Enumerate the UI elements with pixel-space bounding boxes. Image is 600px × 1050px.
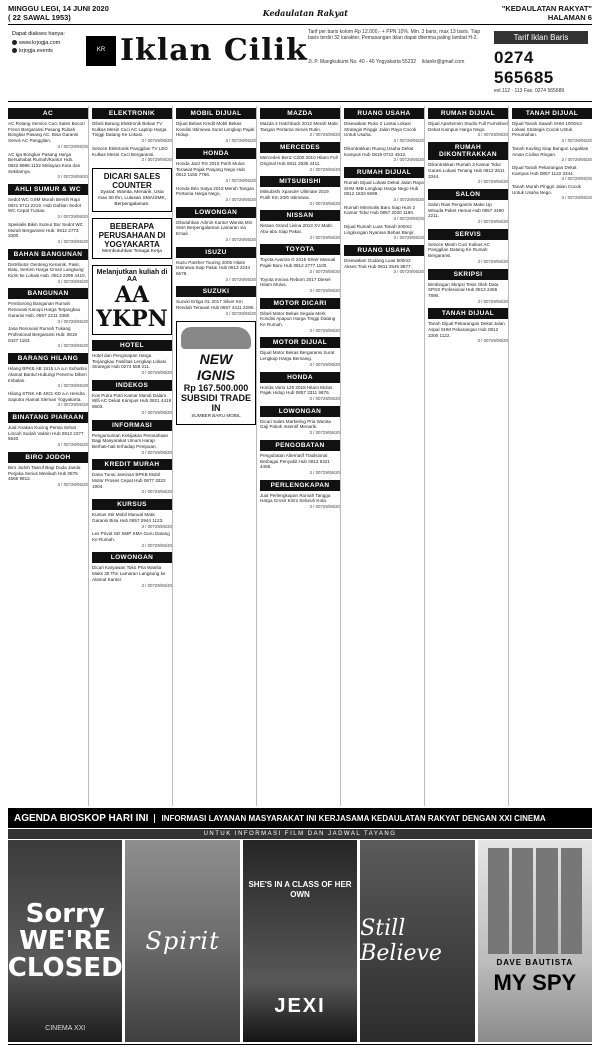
section-header: MERCEDES (260, 142, 340, 153)
tarif-label: Tarif Iklan Baris (494, 31, 588, 44)
poster-spirit[interactable] (125, 840, 239, 1042)
ad-code: 3 / 00729/06/20 (561, 157, 592, 163)
classified-ad (176, 186, 256, 203)
column-1 (8, 106, 89, 806)
ad-code: 3 / 00729/06/20 (309, 287, 340, 293)
classified-ad (260, 155, 340, 172)
page-topbar (8, 4, 592, 22)
classified-ad (260, 419, 340, 436)
classified-ad (8, 152, 88, 181)
movie-posters (8, 840, 592, 1042)
ad-code: 3 / 00729/06/20 (309, 234, 340, 240)
ad-text: Jual Perlengkapan Rumah Tangga Harga Grosir Kirim Seluruh Kota. (260, 492, 331, 504)
classified-ad (92, 121, 172, 144)
date-line: MINGGU LEGI, 14 JUNI 2020 (8, 4, 109, 13)
ignis-subsidy: SUBSIDI TRADE IN (180, 393, 251, 414)
section-header: SALON (428, 189, 508, 200)
ad-code: 3 / 00729/06/20 (57, 143, 88, 149)
ad-text: Toyota Avanza G 2015 Silver Manual Pajak Baru Hub 0812 2777 1100. (260, 257, 336, 269)
classified-ad (176, 121, 256, 144)
classified-ad (428, 242, 508, 265)
ad-text: AC Rutang Service Cuci Sales Bocor/ Freon Bergaransi Pasang Rubah Bongkar Pasang AC. Bisa Garansi Servis AC Panggilan. (8, 121, 85, 144)
ad-text: Suzuki Ertiga GL 2017 Silver Km Rendah Terawat Hub 0857 4411 2290. (176, 299, 255, 311)
ad-text: Kos Putra Putri Kamar Mandi Dalam Wifi AC Dekat Kampus Hub 0821 4419 6603. (92, 392, 172, 410)
classified-ad (176, 260, 256, 283)
ad-code: 3 / 00729/06/20 (225, 138, 256, 144)
section-header: SERVIS (428, 229, 508, 240)
ad-code: 3 / 00729/06/20 (393, 235, 424, 241)
section-header: PERLENGKAPAN (260, 480, 340, 491)
poster-jexi[interactable] (243, 840, 357, 1042)
section-header: BANGUNAN (8, 288, 88, 299)
promo-label: Dapat diakses hanya: (12, 31, 65, 37)
ignis-title: NEW IGNIS (196, 351, 236, 384)
classified-ad (8, 222, 88, 245)
classified-columns (8, 106, 592, 806)
ad-code: 3 / 00729/06/20 (57, 174, 88, 180)
ad-text: Mercedes Benz C200 2010 Hitam Full Original Hub 0811 2938 4411. (260, 155, 338, 166)
classified-ad (512, 146, 592, 163)
ykpn-logo: AA YKPN (96, 281, 168, 332)
ad-code: 3 / 00729/06/20 (561, 195, 592, 201)
ad-code: 3 / 00729/06/20 (57, 442, 88, 448)
section-header: BARANG HILANG (8, 353, 88, 364)
ad-text: Jasa Renovasi Rumah Tukang Profesional Bergaransi Hub: 0819 0427 1183. (8, 326, 77, 343)
agenda-banner (8, 808, 592, 828)
section-header: INFORMASI (92, 420, 172, 431)
ad-code: 3 / 00729/06/20 (141, 542, 172, 548)
page-number: HALAMAN 6 (547, 13, 592, 22)
box-ad-title: BEBERAPA PERUSAHAAN DI YOGYAKARTA (98, 221, 166, 249)
ad-code: 3 / 00729/06/20 (393, 138, 424, 144)
section-header: MOBIL DIJUAL (176, 108, 256, 119)
ad-text: Service Mesin Cuci Kulkas AC Panggilan Datang Ke Rumah Bergaransi. (428, 241, 490, 259)
classified-ad (92, 531, 172, 548)
ad-text: Tanah Dijual Pekarangan Dekat Jalan Aspal SHM Pekarangan Hub 0812 3300 1122. (428, 321, 505, 338)
ad-code: 3 / 00729/06/20 (225, 310, 256, 316)
poster-5-actor: DAVE BAUTISTA (496, 958, 574, 967)
ad-text: Dicari Sales Marketing Pria Wanita Gaji Pokok Insentif Menarik. (260, 418, 331, 430)
kr-logo: KR (86, 36, 116, 66)
classified-ad (8, 301, 88, 324)
box-ad-body: Syarat: Wanita, Menarik, Usia max 30 thn, Lulusan SMA/SMK, Berpengalaman. (98, 189, 166, 207)
column-6 (428, 106, 509, 806)
ad-text: Dijual Bebas Kredit Mobil Bekas Kondisi Istimewa Surat Lengkap Pajak Hidup. (176, 121, 255, 138)
classified-ad (260, 257, 340, 274)
footer-rule (8, 1044, 592, 1045)
ad-code: 3 / 00729/06/20 (309, 166, 340, 172)
ad-code: 3 / 00729/06/20 (477, 132, 508, 138)
ad-text: Honda Brio Satya 2018 Merah Tangan Pertama Harga Nego. (176, 185, 255, 197)
issue-date (8, 4, 109, 22)
ad-text: Pemborong Bangunan Rumah Renovasi Kanopi Harga Terjangkau Garansi Hub. 0857 2211 3380. (8, 301, 81, 318)
poster-my-spy[interactable] (478, 840, 592, 1042)
ykpn-top: Melanjutkan kuliah di AA (96, 268, 168, 283)
section-header: NISSAN (260, 210, 340, 221)
classified-ad (176, 299, 256, 316)
classified-ad (344, 205, 424, 222)
ad-text: Dijual Apartemen Studio Full Furnished Dekat Kampus Harga Nego. (428, 121, 508, 132)
ad-code: 3 / 00729/06/20 (141, 157, 172, 163)
classified-ad (92, 393, 172, 416)
poster-3-title: JEXI (274, 995, 326, 1017)
ad-text: Dibeli Barang Elektronik Bekas TV Kulkas Mesin Cuci AC Laptop Harga Tinggi Datang Ke Lokasi. (92, 121, 167, 138)
section-header: MAZDA (260, 108, 340, 119)
classified-ad (8, 391, 88, 408)
ad-code: 3 / 00729/06/20 (141, 409, 172, 415)
ad-code: 3 / 00729/06/20 (141, 138, 172, 144)
poster-2-title: Spirit (145, 927, 220, 955)
classified-ad (260, 493, 340, 510)
classified-ad (428, 202, 508, 225)
ad-code: 3 / 00729/06/20 (309, 200, 340, 206)
section-header: TANAH DIJUAL (428, 308, 508, 319)
ad-text: Salon Rias Pengantin Make Up Wisuda Paket Hemat Hub 0857 4490 2211. (428, 201, 504, 219)
perusahaan-box-ad (92, 218, 172, 259)
classified-ad (260, 277, 340, 294)
ad-text: Sedot WC 0,8M Murah Bersih Rapi 0821 5711 2219. Hub Dahlan Sedot WC Cepat Tuntas. (8, 197, 81, 214)
poster-1-title: Sorry WE'RE CLOSED (8, 898, 123, 983)
classified-ad (260, 189, 340, 206)
classified-ad (512, 165, 592, 182)
classified-ad (344, 146, 424, 163)
section-header: INDEKOS (92, 380, 172, 391)
tarif-box (494, 31, 588, 93)
iklan-cilik-title: Iklan Cilik (120, 33, 308, 68)
section-header: HOTEL (92, 340, 172, 351)
phone-number[interactable]: 0274 565685 (494, 48, 554, 87)
agenda-title: AGENDA BIOSKOP HARI INI (14, 812, 149, 824)
classified-ad (428, 321, 508, 344)
ad-code: 3 / 00729/06/20 (309, 469, 340, 475)
ad-text: Mitsubishi Xpander Ultimate 2019 Putih Km 20rb Istimewa. (260, 189, 329, 200)
agenda-subline: UNTUK INFORMASI FILM DAN JADWAL TAYANG (8, 829, 592, 839)
promo-site-2[interactable]: krjogja.events (12, 48, 82, 54)
classified-ad (428, 121, 508, 138)
section-header: RUMAH DIKONTRAKKAN (428, 142, 508, 160)
classified-ad (512, 184, 592, 201)
section-header: LOWONGAN (92, 552, 172, 563)
section-header: BINATANG PIARAAN (8, 412, 88, 423)
classified-ad (8, 262, 88, 285)
section-header: SKRIPSI (428, 269, 508, 280)
tariff-text: Tarif per baris kolom Rp 12.000,- + PPN 10%. Min. 3 baris, max 13 baris. Tiap baris terdiri 32 karakter. Pemasangan iklan dapat diterima paling lambat H-2. (308, 29, 481, 41)
ad-text: Dijual Tanah Sawah SHM 1000m2 Lokasi Strategis Cocok Untuk Perumahan. (512, 121, 582, 138)
ad-code: 3 / 00729/06/20 (309, 268, 340, 274)
section-header: MOTOR DICARI (260, 298, 340, 309)
ad-text: Dibutuhkan Admin Kantor Wanita Min SMA Berpengalaman Lamaran via Email. (176, 219, 253, 237)
ad-code: 3 / 00729/06/20 (309, 395, 340, 401)
globe-icon (12, 40, 17, 45)
ad-code: 3 / 00729/06/20 (309, 327, 340, 333)
classified-ad (8, 121, 88, 150)
paper-logo: Kedaulatan Rakyat (262, 8, 348, 18)
classified-ad (176, 161, 256, 184)
classified-ad (8, 197, 88, 220)
promo-site-1[interactable]: www.krjogja.com (12, 40, 82, 46)
ad-code: 3 / 00729/06/20 (57, 238, 88, 244)
ad-code: 3 / 00729/06/20 (57, 343, 88, 349)
ignis-price: Rp 167.500.000 (183, 383, 249, 394)
section-header: BIRO JODOH (8, 452, 88, 463)
section-header: HONDA (176, 148, 256, 159)
classified-ad (344, 121, 424, 144)
classified-ad (260, 223, 340, 240)
agenda-info: INFORMASI LAYANAN MASYARAKAT INI KERJASAMA KEDAULATAN RAKYAT DENGAN XXI CINEMA (154, 814, 551, 823)
ad-text: Service Elektronik Panggilan TV LED Kulkas Mesin Cuci Bergaransi. (92, 145, 168, 157)
ad-code: 3 / 00729/06/20 (141, 370, 172, 376)
promo-block (12, 31, 82, 54)
ad-text: Bimbingan Skripsi Tesis Olah Data SPSS Profesional Hub 0813 2456 7890. (428, 281, 499, 298)
ad-code: 3 / 00729/06/20 (141, 582, 172, 588)
ad-code: 3 / 00729/06/20 (309, 504, 340, 510)
ad-code: 3 / 00729/06/20 (225, 276, 256, 282)
ad-text: Tanah Kavling Siap Bangun Legalitas Aman Cicilan Ringan. (512, 145, 589, 157)
ad-text: Hilang BPKB AB 1515 LA a.n Suhartini Alamat Bantul Hubungi Penemu Diberi Imbalan. (8, 366, 87, 383)
classified-ad (344, 180, 424, 203)
paper-name: "KEDAULATAN RAKYAT" (501, 4, 592, 13)
car-image (181, 327, 251, 349)
ad-code: 3 / 00729/06/20 (225, 236, 256, 242)
section-header: SUZUKI (176, 286, 256, 297)
column-5 (344, 106, 425, 806)
ad-text: Dana Tunai Jaminan BPKB Mobil Motor Proses Cepat Hub 0877 3322 1904. (92, 472, 166, 489)
office-address: Jl. P. Mangkubumi No. 40 - 46 Yogyakarta 55232 (308, 59, 417, 65)
ad-text: Dijual Tanah Pekarangan Dekat Kampus Hub 0857 1122 3344. (512, 164, 577, 176)
section-header: KREDIT MURAH (92, 459, 172, 470)
date-hijri-line: ( 22 SAWAL 1953) (8, 13, 71, 22)
classified-ad (8, 425, 88, 448)
ad-code: 3 / 00729/06/20 (309, 361, 340, 367)
classified-ad (344, 258, 424, 275)
classified-ad (260, 453, 340, 476)
classified-ad (92, 472, 172, 495)
ad-code: 3 / 00729/06/20 (57, 383, 88, 389)
section-header: KURSUS (92, 499, 172, 510)
classified-ad (176, 220, 256, 243)
ad-text: Rumah Minimalis Baru Siap Huni 2 Kamar Tidur Hub 0857 2020 1190. (344, 204, 416, 216)
ad-text: AC Iga Bongkar Pasang Harga Bersahabat Rumah/Kantor Hub. 0822.9988.1122 Melayani Kota dan Sekitarnya. (8, 151, 81, 174)
ad-text: Spesialis Bikin Sumur Bor Sedot WC Murah Bergaransi Hub: 0812 2773 3300. (8, 221, 84, 239)
office-email[interactable]: iklankr@gmail.com (422, 59, 465, 65)
ad-code: 3 / 00729/06/20 (477, 338, 508, 344)
section-header: MOTOR DIJUAL (260, 337, 340, 348)
classified-ad (8, 366, 88, 389)
ad-code: 3 / 00729/06/20 (561, 176, 592, 182)
contact-block (308, 59, 508, 66)
ad-text: Mazda 2 Hatchback 2012 Merah Matic Tangan Pertama Servis Rutin. (260, 121, 339, 132)
column-2 (92, 106, 173, 806)
classified-ad (92, 353, 172, 376)
classified-ad (260, 385, 340, 402)
section-header: RUMAH DIJUAL (428, 108, 508, 119)
ad-text: Isuzu Panther Touring 2005 Hitam Istimewa Siap Pakai Hub 0813 2244 6678. (176, 259, 251, 276)
column-7 (512, 106, 592, 806)
classified-ad (260, 350, 340, 367)
box-ad-body: Membutuhkan Tenaga Kerja (102, 248, 162, 254)
ad-code: 3 / 00729/06/20 (141, 523, 172, 529)
ad-code: 3 / 00729/06/20 (57, 318, 88, 324)
ad-code: 3 / 00729/06/20 (309, 430, 340, 436)
poster-5-art (488, 848, 582, 954)
classified-ad (92, 433, 172, 456)
classified-ad (260, 311, 340, 334)
ad-code: 3 / 00729/06/20 (57, 278, 88, 284)
ad-text: Distributor Genteng Keramik, Pasir, Batu, Semen Harga Grosir Langsung Kirim ke Lokasi Hub. 0813 2299 4410. (8, 261, 86, 279)
section-header: AHLI SUMUR & WC (8, 184, 88, 195)
ad-text: Dikontrakkan Rumah 3 Kamar Tidur Garasi Lokasi Tenang Hub 0812 2611 3344. (428, 162, 505, 179)
section-header: RUANG USAHA (344, 108, 424, 119)
ad-text: Nissan Grand Livina 2013 XV Matic Abu-abu Siap Pakai. (260, 223, 333, 235)
column-3 (176, 106, 257, 806)
ignis-ad (176, 321, 256, 425)
ad-code: 3 / 00729/06/20 (477, 298, 508, 304)
ad-code: 3 / 00729/06/20 (141, 489, 172, 495)
classified-ad (92, 512, 172, 529)
ad-text: Hotel dan Penginapan Harga Terjangkau Fasilitas Lengkap Lokasi Strategis Hub 0274 558 211. (92, 352, 167, 370)
classified-ad (344, 224, 424, 241)
section-header: LOWONGAN (176, 207, 256, 218)
section-header: PENGOBATAN (260, 440, 340, 451)
ad-code: 3 / 00729/06/20 (225, 177, 256, 183)
column-4 (260, 106, 341, 806)
section-header: BAHAN BANGUNAN (8, 249, 88, 260)
section-header: MITSUBISHI (260, 176, 340, 187)
section-header: LOWONGAN (260, 406, 340, 417)
poster-1-note: CINEMA XXI (45, 1025, 86, 1032)
ad-code: 3 / 00729/06/20 (57, 481, 88, 487)
ad-code: 3 / 00729/06/20 (225, 197, 256, 203)
ad-text: Disewakan Ruko 2 Lantai Lokasi Strategis Pinggir Jalan Raya Cocok Untuk Usaha. (344, 121, 417, 138)
classified-ad (512, 121, 592, 144)
ad-code: 3 / 00729/06/20 (393, 197, 424, 203)
ad-code: 3 / 00729/06/20 (57, 402, 88, 408)
classified-ad (92, 146, 172, 163)
globe-icon (12, 48, 17, 53)
ad-text: Kursus Stir Mobil Manual Matic Garansi Bisa Hub 0857 2944 1123. (92, 512, 164, 523)
classified-ad (8, 465, 88, 488)
ad-code: 3 / 00729/06/20 (393, 157, 424, 163)
ad-text: Toyota Innova Reborn 2017 Diesel Hitam Mulus. (260, 276, 331, 288)
classified-masthead (8, 24, 592, 102)
poster-still-believe[interactable] (360, 840, 474, 1042)
section-header: AC (8, 108, 88, 119)
poster-4-title: Still Believe (360, 916, 442, 966)
ad-text: Dibeli Motor Bekas Segala Merk Kondisi Apapun Harga Tinggi Datang Ke Rumah. (260, 310, 336, 328)
ad-text: Dicari Karyawan Toko Pria Wanita Maks 30 Thn Lamaran Langsung ke Alamat Kantor. (92, 565, 166, 582)
ad-code: 3 / 00729/06/20 (309, 132, 340, 138)
ykpn-ad (92, 265, 172, 335)
page-info (502, 4, 592, 22)
classified-ad (428, 282, 508, 305)
ad-text: Tanah Murah Pinggir Jalan Cocok Untuk Usaha Nego. (512, 184, 581, 195)
section-header: RUMAH DIJUAL (344, 167, 424, 178)
poster-sorry-closed[interactable] (8, 840, 122, 1042)
ad-code: 3 / 00729/06/20 (561, 138, 592, 144)
ad-code: 3 / 00729/06/20 (141, 449, 172, 455)
ad-text: Les Privat SD SMP SMA Guru Datang Ke Rumah. (92, 531, 170, 542)
classified-ad (8, 326, 88, 349)
ad-text: Dijual Rumah Luas Tanah 200m2 Lingkungan Nyaman Bebas Banjir. (344, 223, 415, 235)
section-header: TANAH DIJUAL (512, 108, 592, 119)
classified-ad (428, 162, 508, 185)
lowongan-box-ad (92, 168, 172, 212)
section-title (86, 33, 308, 68)
poster-5-title: MY SPY (493, 970, 577, 995)
poster-3-tagline: SHE'S IN A CLASS OF HER OWN (248, 880, 352, 899)
classified-ad (260, 121, 340, 138)
section-header: HONDA (260, 372, 340, 383)
ad-text: Dikontrakkan Ruang Usaha Dekat Kampus Hub 0819 0722 4512. (344, 145, 414, 157)
ad-text: Hilang STNK AB 4821 KD a.n Hendra Saputra Alamat Sleman Yogyakarta. (8, 390, 85, 402)
ad-text: Disewakan Gudang Luas 500m2 Akses Truk Hub 0811 2545 8877. (344, 257, 412, 269)
ad-text: Jual Anakan Kucing Persia Sehat Lincah Sudah Vaksin Hub 0812 2277 5540. (8, 425, 84, 442)
ignis-dealer: SUMBER BARU MOBIL (191, 413, 241, 419)
phone-ext: ext.112 - 113 Fax. 0274 565689 (494, 88, 565, 94)
ad-text: Biro Jodoh Taaruf Bagi Duda Janda Perjaka Serius Menikah Hub 0878 4566 9812. (8, 464, 81, 482)
section-header: ELEKTRONIK (92, 108, 172, 119)
section-header: RUANG USAHA (344, 245, 424, 256)
ad-text: Pengobatan Alternatif Tradisional Berbagai Penyakit Hub 0813 9221 4455. (260, 452, 330, 470)
ad-text: Honda Vario 125 2018 Hitam Mulus Pajak Hidup Hub 0857 3311 9876. (260, 384, 333, 396)
section-header: TOYOTA (260, 244, 340, 255)
ad-text: Dijual Motor Bekas Bergaransi Surat Lengkap Harga Bersaing. (260, 350, 335, 362)
ad-code: 3 / 00729/06/20 (393, 216, 424, 222)
box-ad-title: DICARI SALES COUNTER (103, 171, 161, 190)
ad-code: 3 / 00729/06/20 (57, 214, 88, 220)
ad-code: 3 / 00729/06/20 (477, 258, 508, 264)
classified-ad (92, 565, 172, 588)
section-header: ISUZU (176, 247, 256, 258)
ad-text: Honda Jazz RS 2015 Putih Mulus Terawat Pajak Panjang Nego Hub 0812 1155 7766. (176, 160, 245, 178)
ad-code: 3 / 00729/06/20 (477, 179, 508, 185)
ad-text: Pengumuman Kebijakan Perusahaan Bagi Masyarakat Umum Harap Berhati-hati terhadap Penipuan. (92, 432, 169, 449)
ad-text: Rumah Dijual Lokasi Dekat Jalan Raya SHM IMB Lengkap Harga Nego Hub 0812 1833 6699. (344, 179, 424, 197)
ad-code: 3 / 00729/06/20 (393, 269, 424, 275)
ad-code: 3 / 00729/06/20 (477, 219, 508, 225)
